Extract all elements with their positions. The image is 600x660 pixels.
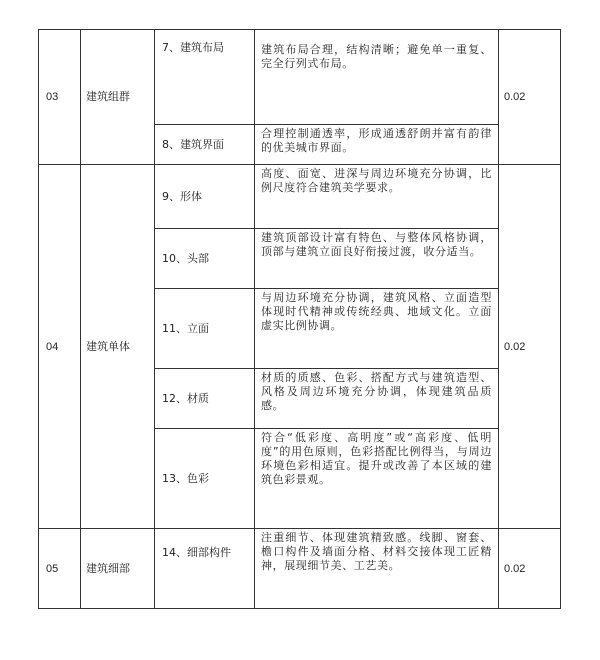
group-number-cell: 05 xyxy=(39,529,81,609)
table-row xyxy=(39,30,561,125)
indicator-cell: 8、建筑界面 xyxy=(155,125,255,165)
description-cell: 建筑布局合理，结构清晰；避免单一重复、完全行列式布局。 xyxy=(255,30,499,125)
group-category-cell: 建筑组群 xyxy=(81,30,155,165)
description-cell: 注重细节、体现建筑精致感。线脚、窗套、檐口构件及墙面分格、材料交接体现工匠精神，展现细节美、工艺美。 xyxy=(255,529,499,609)
indicator-cell: 10、头部 xyxy=(155,229,255,289)
group-category-cell: 建筑细部 xyxy=(81,529,155,609)
group-weight-cell: 0.02 xyxy=(499,529,561,609)
group-number-cell: 04 xyxy=(39,165,81,529)
description-cell: 符合“低彩度、高明度”或“高彩度、低明度”的用色原则，色彩搭配比例得当，与周边环境色彩相适宜。提升或改善了本区域的建筑色彩景观。 xyxy=(255,429,499,529)
evaluation-table xyxy=(38,29,561,609)
group-weight-cell: 0.02 xyxy=(499,30,561,165)
group-number-cell: 03 xyxy=(39,30,81,165)
table-row xyxy=(39,165,561,229)
description-cell: 高度、面宽、进深与周边环境充分协调，比例尺度符合建筑美学要求。 xyxy=(255,165,499,229)
description-cell: 建筑顶部设计富有特色、与整体风格协调，顶部与建筑立面良好衔接过渡，收分适当。 xyxy=(255,229,499,289)
description-cell: 合理控制通透率，形成通透舒朗并富有韵律的优美城市界面。 xyxy=(255,125,499,165)
indicator-cell: 14、细部构件 xyxy=(155,529,255,609)
indicator-cell: 9、形体 xyxy=(155,165,255,229)
group-weight-cell: 0.02 xyxy=(499,165,561,529)
indicator-cell: 11、立面 xyxy=(155,289,255,369)
indicator-cell: 7、建筑布局 xyxy=(155,30,255,125)
group-category-cell: 建筑单体 xyxy=(81,165,155,529)
indicator-cell: 12、材质 xyxy=(155,369,255,429)
description-cell: 与周边环境充分协调，建筑风格、立面造型体现时代精神或传统经典、地域文化。立面虚实比例协调。 xyxy=(255,289,499,369)
description-cell: 材质的质感、色彩、搭配方式与建筑造型、风格及周边环境充分协调，体现建筑品质感。 xyxy=(255,369,499,429)
indicator-cell: 13、色彩 xyxy=(155,429,255,529)
table-row xyxy=(39,529,561,609)
